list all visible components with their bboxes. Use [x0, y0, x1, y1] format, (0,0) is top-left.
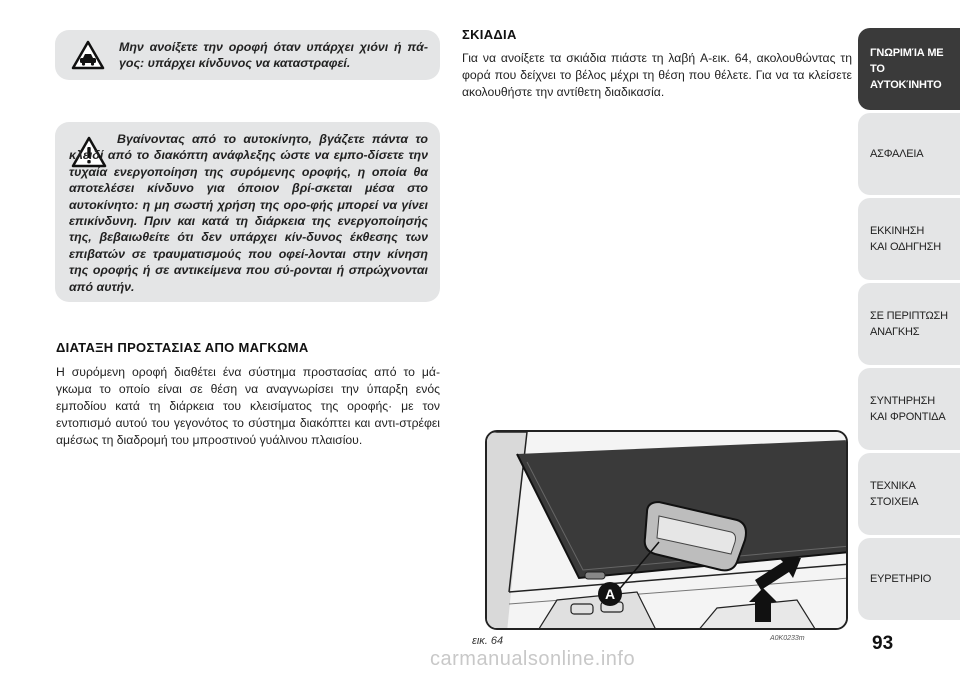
section-body-sunshades: Για να ανοίξετε τα σκιάδια πιάστε τη λαβή A-εικ. 64, ακολουθώντας τη φορά που δείχνει το βέλος μέχρι τη θέση που θέλετε. Για να τα κλείσετε ακολουθήστε την αντίθετη διαδικασία.: [462, 51, 852, 99]
chapter-tabs: [858, 28, 960, 623]
figure-code: A0K0233m: [770, 635, 805, 642]
section-body-anti-pinch: Η συρόμενη οροφή διαθέτει ένα σύστημα προστασίας από το μά-γκωμα το οποίο είναι σε θέση να αναγνωρίσει την ύπαρξη ενός εμποδίου κατά τη διάρκεια του κλεισίματος της οροφής· με τον εντοπισμό αυτού του γεγονότος το σύστημα διακόπτει και αντι-στρέφει αμέσως τη διαδρομή του μπροστινού γυάλινου πλαισίου.: [56, 365, 440, 447]
tab-label: ΓΝΩΡΙΜΊΑ ΜΕ ΤΟ ΑΥΤΟΚΊΝΗΤΟ: [870, 47, 944, 91]
tab-label: ΣΕ ΠΕΡΙΠΤΩΣΗ ΑΝΑΓΚΗΣ: [870, 310, 948, 338]
warning-triangle-vehicle-icon: [71, 40, 105, 75]
figure-sunshade-handle: [485, 430, 848, 630]
section-heading-anti-pinch: ΔΙΑΤΑΞΗ ΠΡΟΣΤΑΣΙΑΣ ΑΠΟ ΜΑΓΚΩΜΑ: [56, 340, 309, 355]
warning-text: Βγαίνοντας από το αυτοκίνητο, βγάζετε πάντα το κλειδί από το διακόπτη ανάφλεξης ώστε να εμπο-δίσετε την τυχαία ενεργοποίηση της συρόμενης οροφής, η οποία θα αποτελέσει κίνδυνο για όποιον βρί-σκεται μέσα στο αυτοκίνητο: η μη σωστή χρήση της ορο-φής μπορεί να γίνει επικίνδυνη. Πριν και κατά τη διάρκεια της ενεργοποίησής της, βεβαιωθείτε ότι δεν υπάρχει κίν-δυνος έκθεσης των επιβατών σε τραυματισμούς που οφεί-λονται στην κίνηση της οροφής ή σε αντικείμενα που σύ-ρονται ή σπρώχνονται από αυτήν.: [69, 132, 428, 294]
warning-box-key: [55, 122, 440, 302]
section-heading-sunshades: ΣΚΙΑΔΙΑ: [462, 27, 517, 42]
tab-starting-driving[interactable]: [858, 198, 960, 280]
tab-getting-to-know[interactable]: [858, 28, 960, 110]
tab-technical-data[interactable]: [858, 453, 960, 535]
tab-label: ΤΕΧΝΙΚΑ ΣΤΟΙΧΕΙΑ: [870, 480, 919, 508]
tab-index[interactable]: [858, 538, 960, 620]
page-number: 93: [872, 633, 894, 654]
tab-label: ΑΣΦΑΛΕΙΑ: [870, 148, 924, 160]
figure-caption: εικ. 64: [472, 635, 504, 647]
tab-safety[interactable]: [858, 113, 960, 195]
warning-text: Μην ανοίξετε την οροφή όταν υπάρχει χιόνι ή πά-γος: υπάρχει κίνδυνος να καταστραφεί.: [119, 40, 428, 71]
tab-label: ΕΥΡΕΤΗΡΙΟ: [870, 573, 932, 585]
tab-label: ΣΥΝΤΗΡΗΣΗ ΚΑΙ ΦΡΟΝΤΙΔΑ: [870, 395, 946, 423]
callout-a-icon: [598, 582, 622, 606]
tab-label: ΕΚΚΙΝΗΣΗ ΚΑΙ ΟΔΗΓΗΣΗ: [870, 225, 941, 253]
tab-emergency[interactable]: [858, 283, 960, 365]
tab-maintenance[interactable]: [858, 368, 960, 450]
watermark: carmanualsonline.info: [430, 648, 636, 670]
warning-box-snow: [55, 30, 440, 80]
sunshade-illustration: [487, 432, 848, 630]
svg-text:A: A: [604, 586, 616, 602]
